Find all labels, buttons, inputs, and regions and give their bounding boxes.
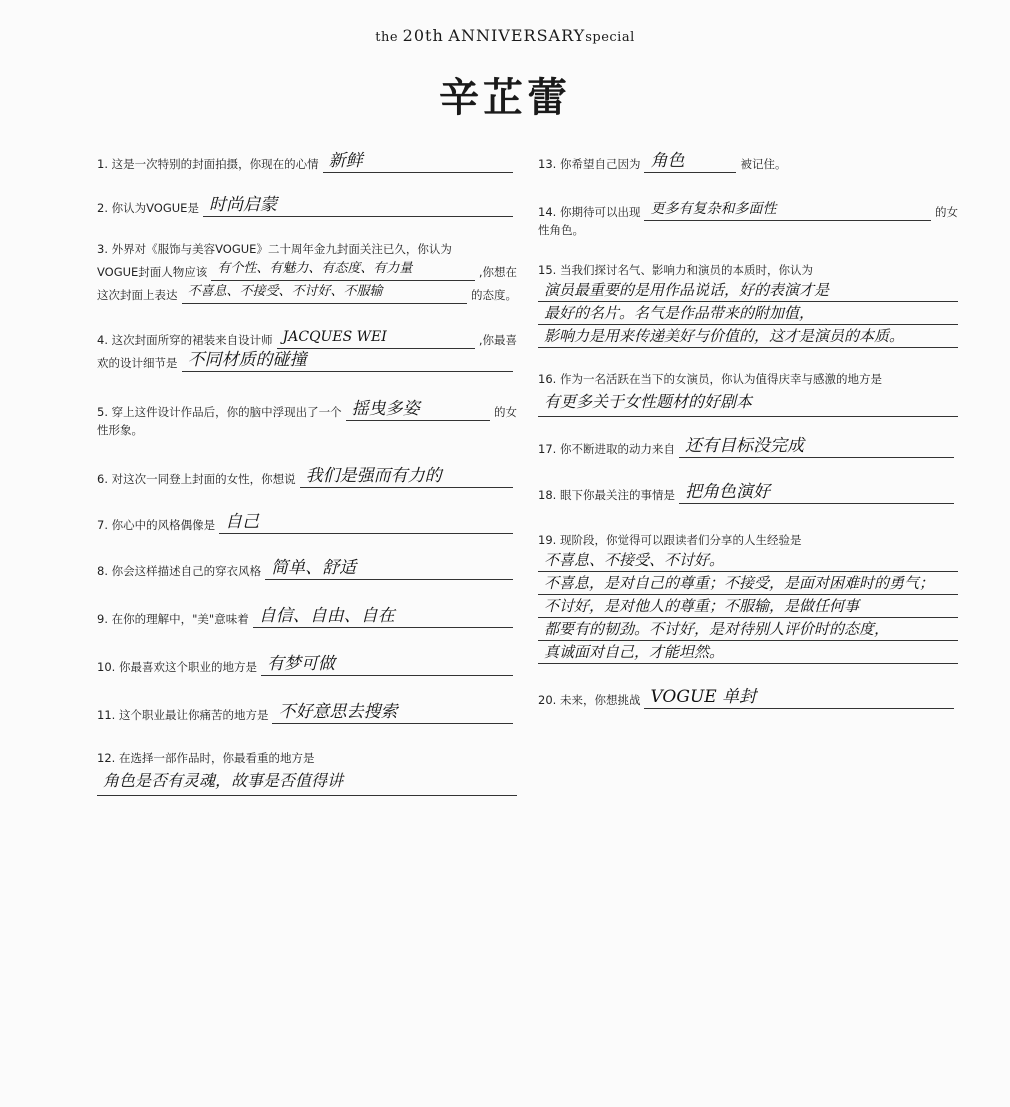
question-8-text: 8. 你会这样描述自己的穿衣风格 (97, 564, 262, 578)
question-3-text-5: 的态度。 (471, 288, 517, 302)
question-3 (97, 240, 517, 304)
question-6-text: 6. 对这次一同登上封面的女性，你想说 (97, 472, 296, 486)
question-14-answer: 更多有复杂和多面性 (644, 198, 931, 221)
question-20-answer: VOGUE 单封 (644, 686, 954, 709)
question-19-answer-line-4: 都要有的韧劲。不讨好，是对待别人评价时的态度， (538, 618, 958, 641)
right-column (538, 150, 958, 716)
question-19-answer-line-3: 不讨好，是对他人的尊重；不服输，是做任何事 (538, 595, 958, 618)
question-19-text: 19. 现阶段，你觉得可以跟读者们分享的人生经验是 (538, 533, 802, 547)
question-16-answer: 有更多关于女性题材的好剧本 (538, 388, 958, 417)
question-1-text: 1. 这是一次特别的封面拍摄，你现在的心情 (97, 157, 319, 171)
question-13-text-2: 被记住。 (740, 157, 787, 171)
question-9 (97, 605, 517, 635)
question-11 (97, 701, 517, 731)
question-7-answer: 自己 (219, 511, 513, 534)
question-15-text: 15. 当我们探讨名气、影响力和演员的本质时，你认为 (538, 263, 813, 277)
question-3-answer-1: 有个性、有魅力、有态度、有力量 (211, 258, 475, 281)
anniversary-header (0, 26, 1010, 45)
question-5 (97, 398, 517, 439)
question-14 (538, 198, 958, 239)
question-9-text: 9. 在你的理解中，"美"意味着 (97, 612, 249, 626)
question-19 (538, 531, 958, 664)
question-15-answer-line-1: 演员最重要的是用作品说话，好的表演才是 (538, 279, 958, 302)
question-4-answer-2: 不同材质的碰撞 (182, 349, 514, 372)
question-18-text: 18. 眼下你最关注的事情是 (538, 488, 675, 502)
question-12-text: 12. 在选择一部作品时，你最看重的地方是 (97, 751, 315, 765)
question-10-answer: 有梦可做 (261, 653, 513, 676)
question-5-text-3: 性形象。 (97, 423, 143, 437)
question-8-answer: 简单、舒适 (265, 557, 513, 580)
question-3-text-1: 3. 外界对《服饰与美容VOGUE》二十周年金九封面关注已久，你认为 (97, 242, 452, 256)
header-number: 20th (402, 26, 444, 45)
question-13 (538, 150, 958, 180)
question-15 (538, 261, 958, 348)
question-19-answer-line-5: 真诚面对自己，才能坦然。 (538, 641, 958, 664)
question-16-text: 16. 作为一名活跃在当下的女演员，你认为值得庆幸与感激的地方是 (538, 372, 882, 386)
question-4-text-2: ,你最喜 (478, 333, 517, 347)
question-9-answer: 自信、自由、自在 (253, 605, 513, 628)
question-14-text-2: 的女 (935, 205, 958, 219)
question-11-answer: 不好意思去搜索 (272, 701, 513, 724)
page-title: 辛芷蕾 (439, 74, 571, 121)
question-19-answer-line-2: 不喜息，是对自己的尊重；不接受，是面对困难时的勇气； (538, 572, 958, 595)
question-6 (97, 465, 517, 495)
question-4-text-1: 4. 这次封面所穿的裙装来自设计师 (97, 333, 273, 347)
question-20-text: 20. 未来，你想挑战 (538, 693, 641, 707)
question-4-answer-1: JACQUES WEI (277, 326, 475, 349)
question-4 (97, 326, 517, 372)
question-16 (538, 370, 958, 417)
question-18 (538, 481, 958, 511)
question-5-answer: 摇曳多姿 (346, 398, 490, 421)
question-14-text-1: 14. 你期待可以出现 (538, 205, 641, 219)
question-5-text-1: 5. 穿上这件设计作品后，你的脑中浮现出了一个 (97, 405, 342, 419)
question-12-answer: 角色是否有灵魂，故事是否值得讲 (97, 767, 517, 796)
question-1 (97, 150, 517, 180)
question-2-text: 2. 你认为VOGUE是 (97, 201, 199, 215)
question-17 (538, 435, 958, 465)
question-13-answer: 角色 (644, 150, 736, 173)
question-3-text-3: ,你想在 (478, 265, 517, 279)
left-column (97, 150, 517, 796)
question-14-text-3: 性角色。 (538, 223, 584, 237)
question-15-answer-line-2: 最好的名片。名气是作品带来的附加值， (538, 302, 958, 325)
question-10-text: 10. 你最喜欢这个职业的地方是 (97, 660, 257, 674)
question-12 (97, 749, 517, 796)
question-11-text: 11. 这个职业最让你痛苦的地方是 (97, 708, 269, 722)
question-2 (97, 194, 517, 224)
question-13-text-1: 13. 你希望自己因为 (538, 157, 641, 171)
question-10 (97, 653, 517, 683)
question-8 (97, 557, 517, 587)
question-17-answer: 还有目标没完成 (679, 435, 954, 458)
question-7-text: 7. 你心中的风格偶像是 (97, 518, 216, 532)
question-20 (538, 686, 958, 716)
question-15-answer-line-3: 影响力是用来传递美好与价值的，这才是演员的本质。 (538, 325, 958, 348)
question-19-answer-line-1: 不喜息、不接受、不讨好。 (538, 549, 958, 572)
question-3-text-2: VOGUE封面人物应该 (97, 265, 208, 279)
question-4-text-3: 欢的设计细节是 (97, 356, 178, 370)
question-7 (97, 511, 517, 541)
question-6-answer: 我们是强而有力的 (300, 465, 513, 488)
question-5-text-2: 的女 (494, 405, 517, 419)
header-pre: the (375, 30, 399, 45)
header-anniversary: ANNIVERSARY (448, 26, 586, 45)
question-3-text-4: 这次封面上表达 (97, 288, 178, 302)
header-special: special (585, 30, 635, 45)
question-18-answer: 把角色演好 (679, 481, 954, 504)
question-2-answer: 时尚启蒙 (203, 194, 513, 217)
question-1-answer: 新鲜 (323, 150, 513, 173)
question-17-text: 17. 你不断进取的动力来自 (538, 442, 675, 456)
question-3-answer-2: 不喜息、不接受、不讨好、不服输 (182, 281, 468, 304)
